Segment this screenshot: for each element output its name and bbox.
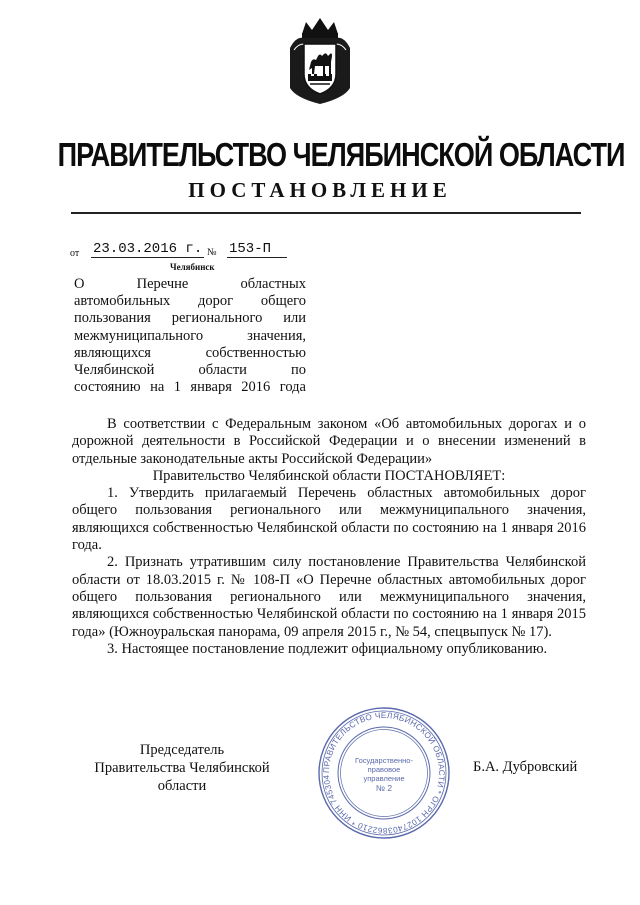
header-divider (71, 212, 581, 214)
resolution-line: Правительство Челябинской области ПОСТАНОВЛЯЕТ: (152, 467, 506, 484)
number-prefix: № (207, 247, 217, 258)
document-type: ПОСТАНОВЛЕНИЕ (188, 178, 452, 202)
stamp-center-line1: Государственно- (355, 756, 413, 765)
official-stamp (316, 705, 452, 841)
item-1-paragraph: 1. Утвердить прилагаемый Перечень областных автомобильных дорог общего пользования регионального или межмуниципального значения, являющихся собственностью Челябинской области по состоянию на 1 января 2016 года. (72, 485, 586, 554)
document-subject (74, 276, 306, 396)
subject-line: состоянию на 1 января 2016 года (74, 379, 306, 396)
subject-line: пользования регионального или (74, 310, 306, 327)
item-2-paragraph: 2. Признать утратившим силу постановление Правительства Челябинской области от 18.03.2015 г. № 108-П «О Перечне областных автомобильных дорог общего пользования регионального или межмуниципального значения, являющихся собственностью Челябинской области по состоянию на 1 января 2015 года» (Южноуральская панорама, 09 апреля 2015 г., № 54, спецвыпуск № 17). (72, 554, 586, 640)
stamp-center-line4: № 2 (375, 783, 393, 793)
item-3-paragraph: 3. Настоящее постановление подлежит официальному опубликованию. (107, 640, 548, 657)
stamp-center-line3: управление (363, 774, 405, 783)
signatory-title-line2: Правительства Челябинской области (94, 760, 270, 794)
subject-line: автомобильных дорог общего (74, 293, 306, 310)
stamp-center-line2: правовое (367, 765, 401, 774)
coat-of-arms-emblem (288, 18, 352, 106)
subject-line: межмуниципального значения, (74, 327, 306, 344)
signatory-position (72, 741, 292, 795)
subject-line: Челябинской области по (74, 362, 306, 379)
preamble-paragraph: В соответствии с Федеральным законом «Об автомобильных дорогах и о дорожной деятельности в Российской Федерации и о внесении изменений в отдельные законодательные акты Российской Федерации» (72, 416, 586, 467)
subject-line: О Перечне областных (74, 276, 306, 292)
date-prefix: от (70, 248, 80, 259)
signatory-title-line1: Председатель (139, 742, 225, 758)
document-body (72, 416, 586, 658)
document-number: 153-П (227, 242, 287, 258)
signatory-name: Б.А. Дубровский (473, 759, 578, 775)
subject-line: являющихся собственностью (74, 344, 306, 361)
government-title: ПРАВИТЕЛЬСТВО ЧЕЛЯБИНСКОЙ ОБЛАСТИ (57, 136, 625, 173)
document-date: 23.03.2016 г. (93, 241, 203, 257)
stamp-ring-text: ПРАВИТЕЛЬСТВО ЧЕЛЯБИНСКОЙ ОБЛАСТИ * ОГРН 1027403862210 * ИНН 745304 (321, 710, 447, 836)
city-label: Челябинск (170, 262, 215, 272)
